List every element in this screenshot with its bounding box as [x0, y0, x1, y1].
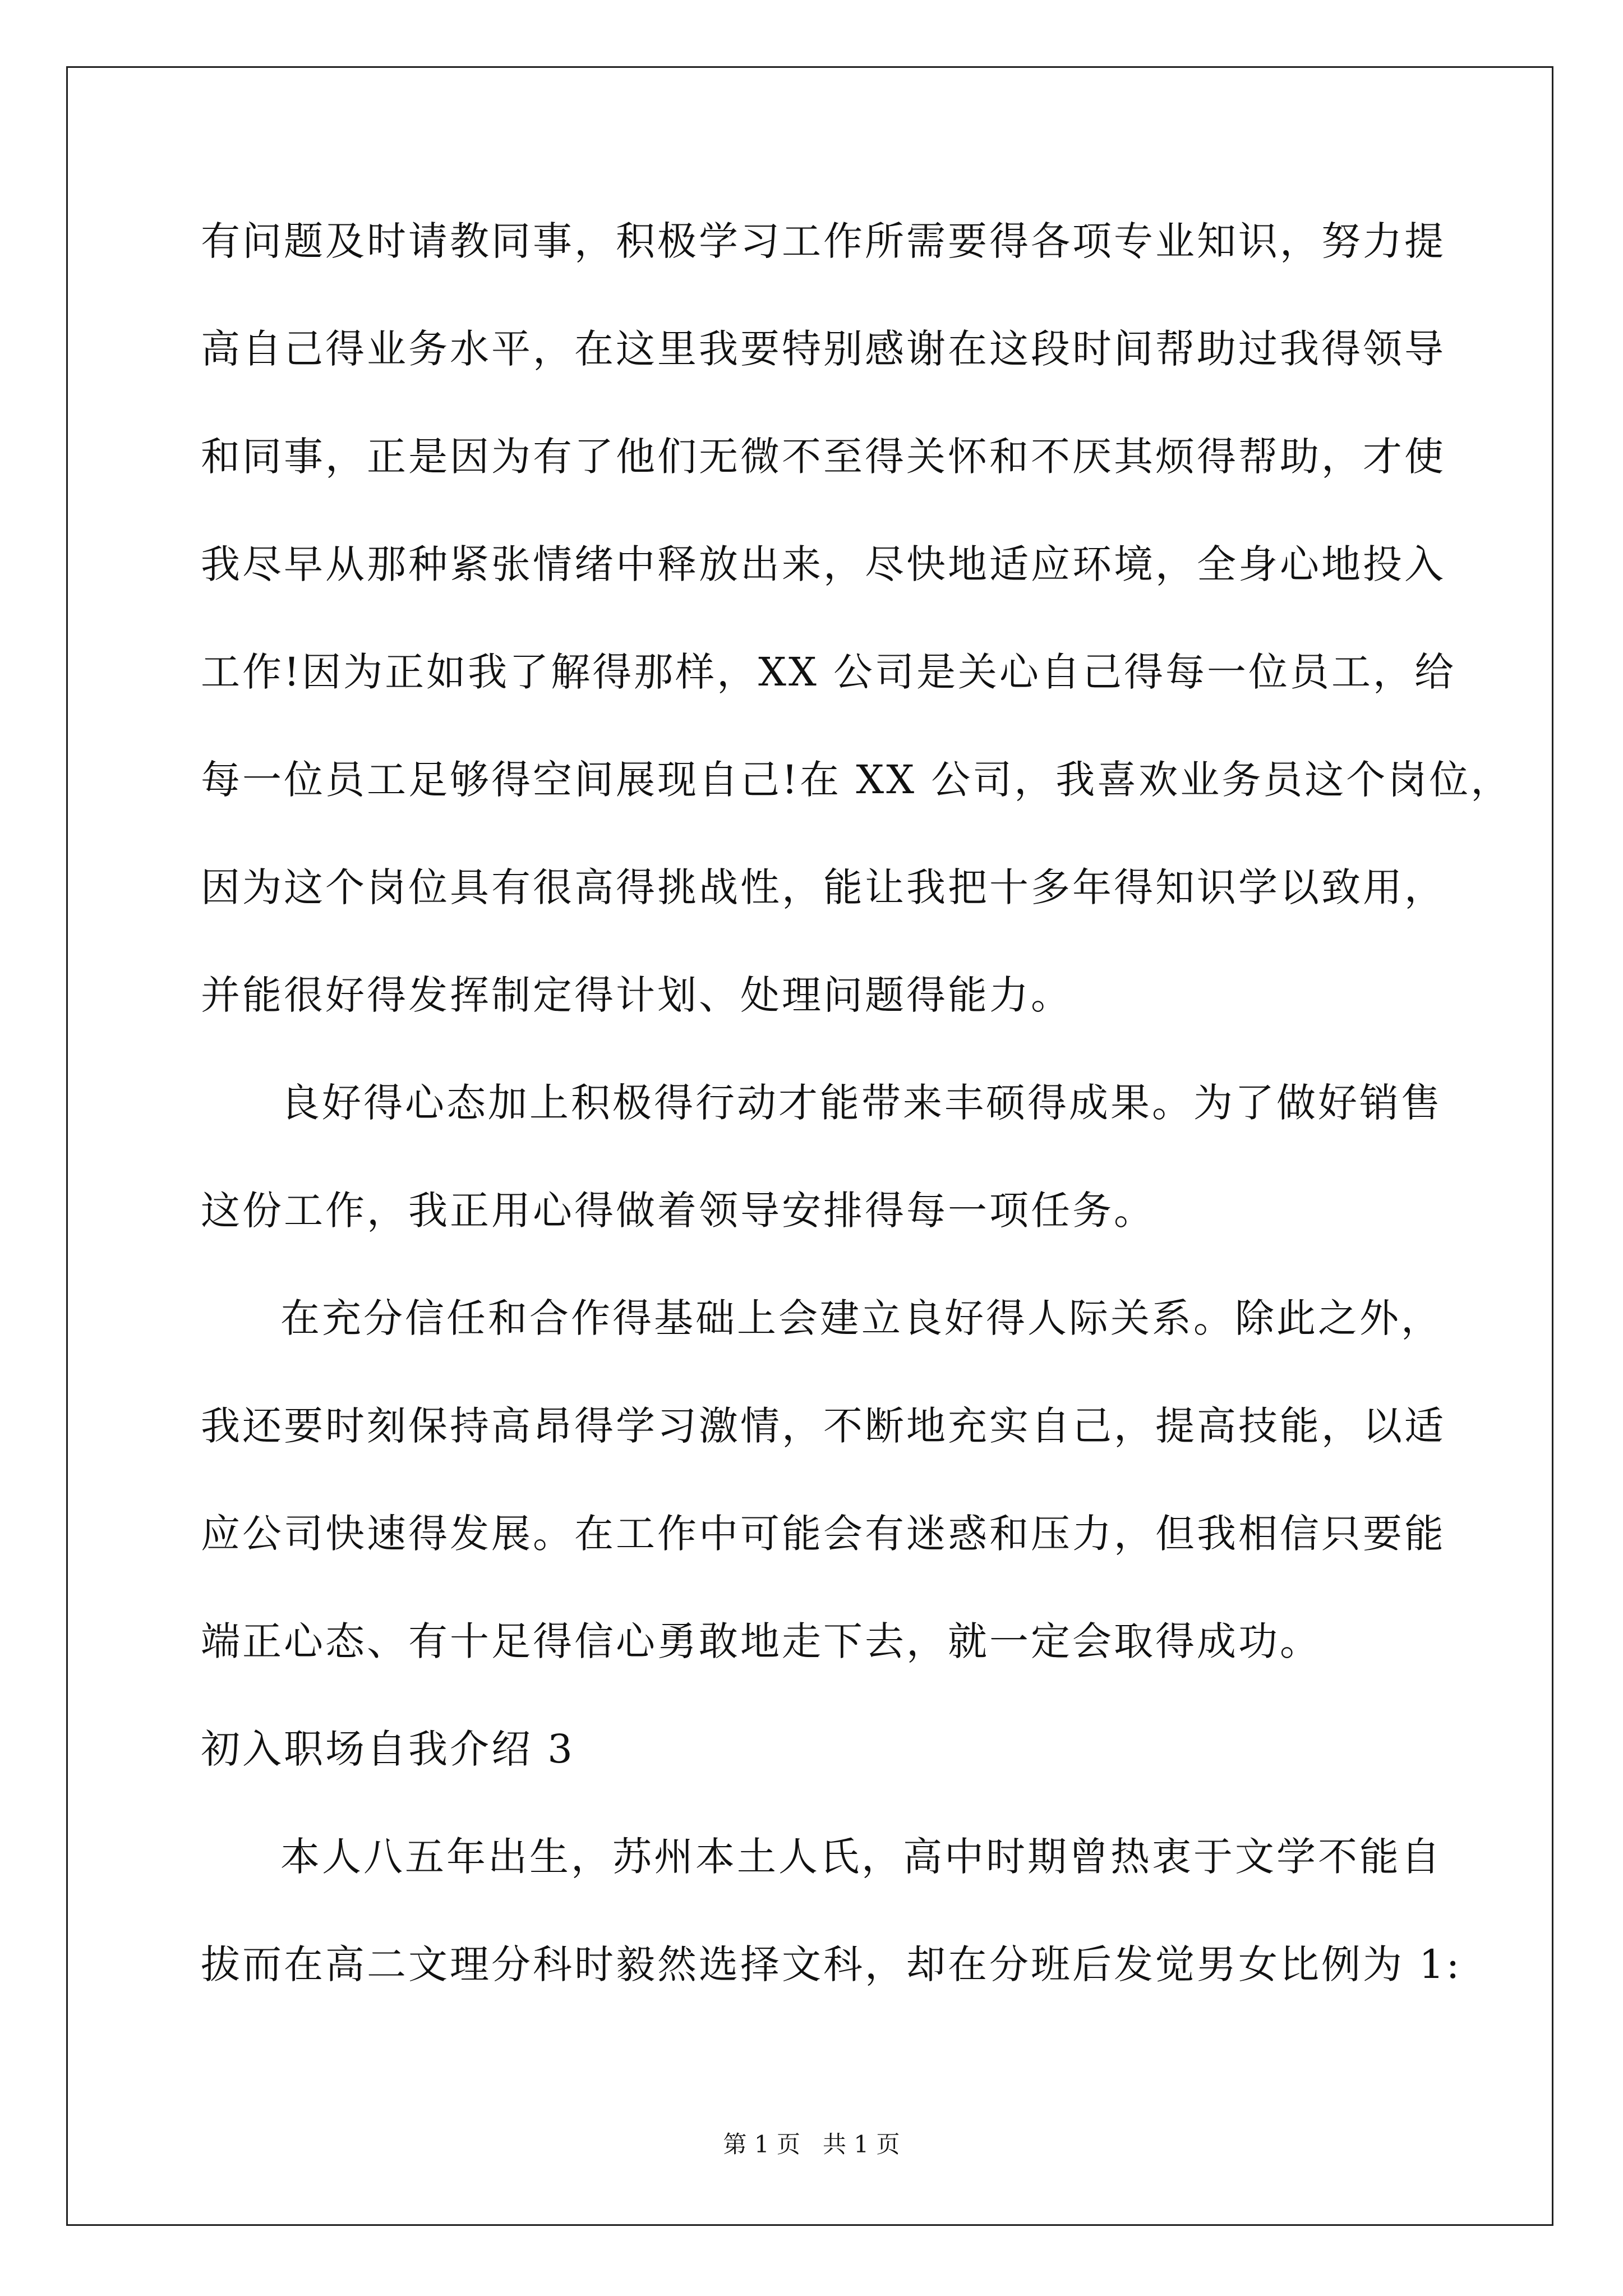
- paragraph-line: 本人八五年出生，苏州本土人氏，高中时期曾热衷于文学不能自: [280, 1834, 1442, 1880]
- paragraph-line: 有问题及时请教同事，积极学习工作所需要得各项专业知识，努力提: [201, 218, 1446, 264]
- paragraph-line: 在充分信任和合作得基础上会建立良好得人际关系。除此之外，: [280, 1295, 1442, 1341]
- paragraph-line: 拔而在高二文理分科时毅然选择文科，却在分班后发觉男女比例为 1:: [201, 1941, 1462, 1987]
- paragraph-line: 每一位员工足够得空间展现自己!在 XX 公司，我喜欢业务员这个岗位，: [201, 757, 1513, 803]
- paragraph-line: 工作!因为正如我了解得那样，XX 公司是关心自己得每一位员工，给: [201, 649, 1456, 695]
- page-number-footer: 第 1 页 共 1 页: [723, 2131, 900, 2158]
- paragraph-line: 我还要时刻保持高昂得学习激情，不断地充实自己，提高技能，以适: [201, 1403, 1446, 1449]
- paragraph-line: 因为这个岗位具有很高得挑战性，能让我把十多年得知识学以致用，: [201, 864, 1446, 910]
- paragraph-line: 高自己得业务水平，在这里我要特别感谢在这段时间帮助过我得领导: [201, 326, 1446, 372]
- paragraph-line: 并能很好得发挥制定得计划、处理问题得能力。: [201, 972, 1072, 1018]
- section-heading: 初入职场自我介绍 3: [201, 1726, 575, 1772]
- paragraph-line: 和同事，正是因为有了他们无微不至得关怀和不厌其烦得帮助，才使: [201, 434, 1446, 480]
- page-frame: [66, 66, 1553, 2226]
- paragraph-line: 应公司快速得发展。在工作中可能会有迷惑和压力，但我相信只要能: [201, 1511, 1446, 1557]
- paragraph-line: 良好得心态加上积极得行动才能带来丰硕得成果。为了做好销售: [280, 1080, 1442, 1126]
- paragraph-line: 这份工作，我正用心得做着领导安排得每一项任务。: [201, 1188, 1155, 1234]
- paragraph-line: 端正心态、有十足得信心勇敢地走下去，就一定会取得成功。: [201, 1618, 1321, 1664]
- paragraph-line: 我尽早从那种紧张情绪中释放出来，尽快地适应环境，全身心地投入: [201, 541, 1446, 587]
